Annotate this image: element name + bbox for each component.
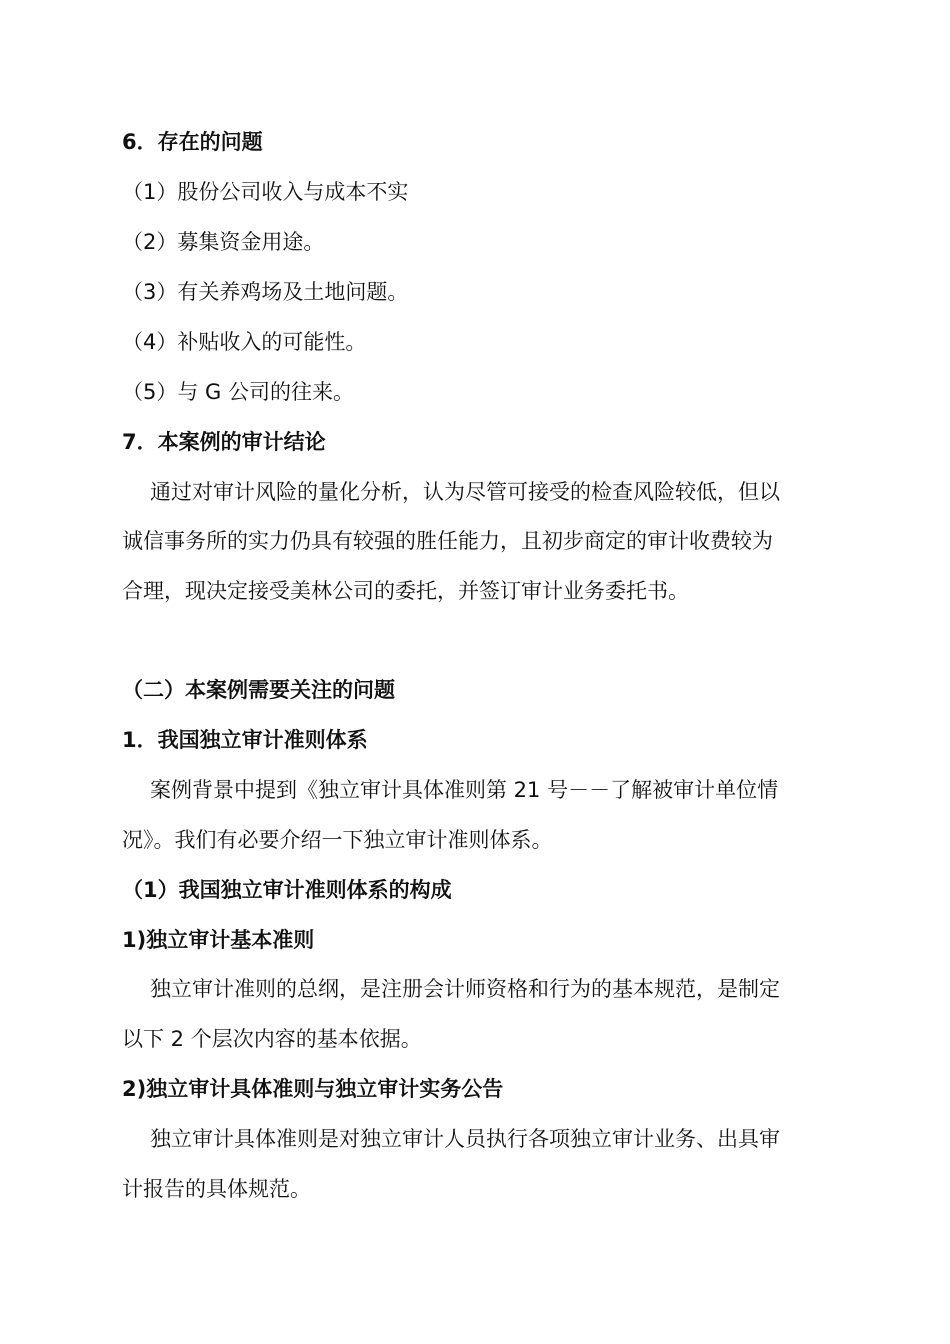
paragraph-line: 计报告的具体规范。 — [122, 1177, 311, 1201]
subsubsection-heading-2: 2)独立审计具体准则与独立审计实务公告 — [122, 1077, 504, 1101]
chapter-heading: （二）本案例需要关注的问题 — [122, 678, 395, 702]
section-heading-1: 1．我国独立审计准则体系 — [122, 728, 368, 752]
list-item-4: （4）补贴收入的可能性。 — [122, 330, 367, 354]
list-item-3: （3）有关养鸡场及土地问题。 — [122, 280, 409, 304]
paragraph-line: 况》。我们有必要介绍一下独立审计准则体系。 — [122, 828, 553, 852]
subsubsection-heading-1: 1)独立审计基本准则 — [122, 928, 315, 952]
list-item-2: （2）募集资金用途。 — [122, 230, 325, 254]
section-heading-7: 7．本案例的审计结论 — [122, 430, 326, 454]
paragraph-line: 合理，现决定接受美林公司的委托，并签订审计业务委托书。 — [122, 579, 689, 603]
list-item-5: （5）与 G 公司的往来。 — [122, 380, 354, 404]
subsection-heading: （1）我国独立审计准则体系的构成 — [122, 878, 452, 902]
paragraph-line: 独立审计准则的总纲，是注册会计师资格和行为的基本规范，是制定 — [150, 977, 780, 1001]
paragraph-line: 案例背景中提到《独立审计具体准则第 21 号－－了解被审计单位情 — [150, 778, 779, 802]
paragraph-line: 独立审计具体准则是对独立审计人员执行各项独立审计业务、出具审 — [150, 1127, 780, 1151]
list-item-1: （1）股份公司收入与成本不实 — [122, 180, 409, 204]
paragraph-line: 通过对审计风险的量化分析，认为尽管可接受的检查风险较低，但以 — [150, 480, 780, 504]
paragraph-line: 诚信事务所的实力仍具有较强的胜任能力，且初步商定的审计收费较为 — [122, 529, 773, 553]
section-heading-6: 6．存在的问题 — [122, 130, 263, 154]
paragraph-line: 以下 2 个层次内容的基本依据。 — [122, 1027, 422, 1051]
